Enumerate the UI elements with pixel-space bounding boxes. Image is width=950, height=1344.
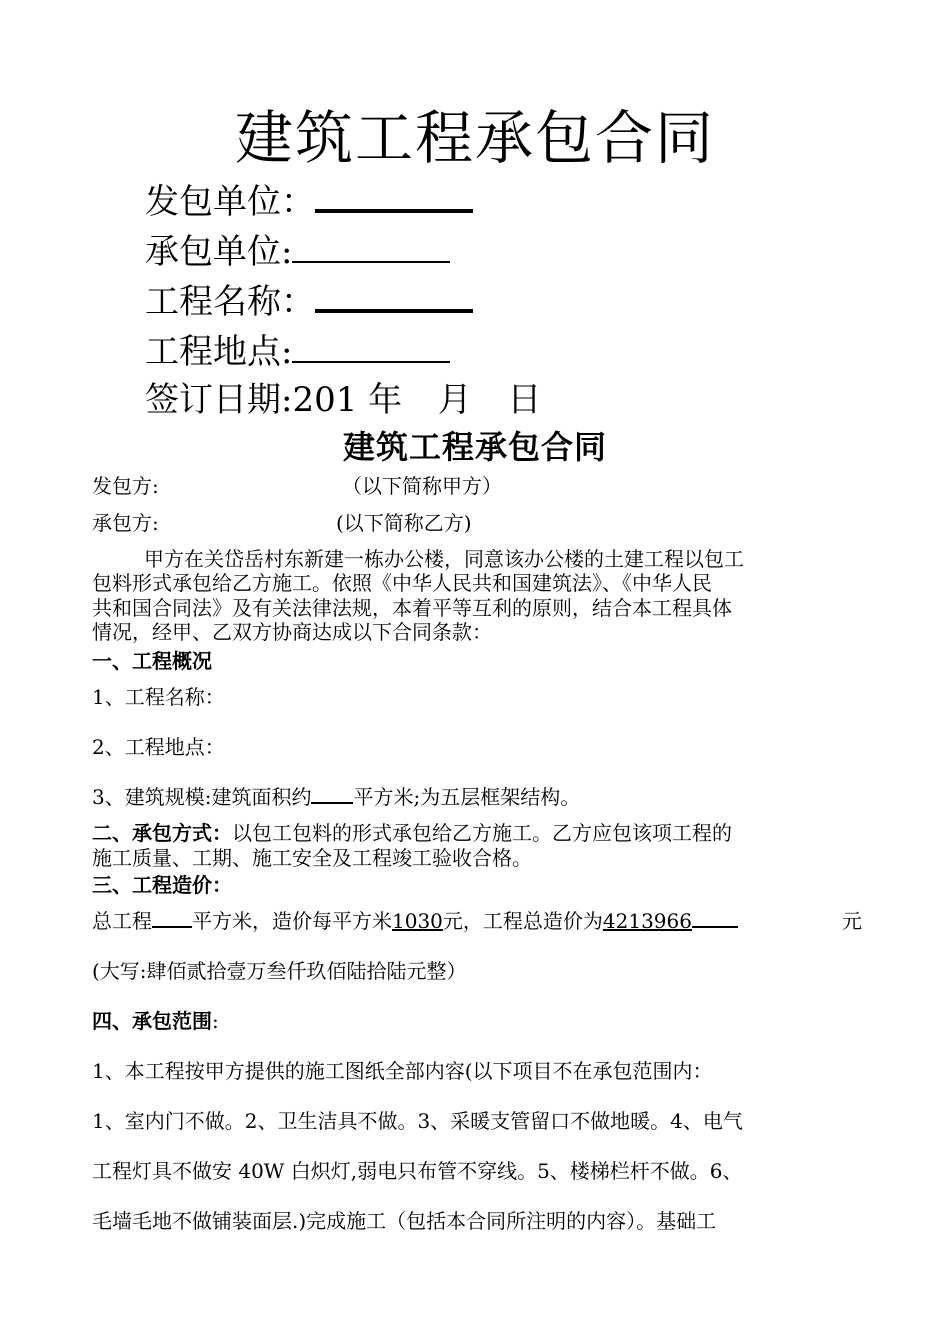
- sign-date-year: 年: [368, 380, 403, 420]
- intro-line-2: 包料形式承包给乙方施工。依照《中华人民共和国建筑法》、《中华人民: [92, 571, 712, 595]
- section-1-heading: 一、工程概况: [92, 649, 212, 673]
- sign-date-month: 月: [437, 380, 472, 420]
- section-1-item-3: 3、建筑规模:建筑面积约 平方米;为五层框架结构。: [92, 785, 581, 809]
- fill-blank: [292, 257, 450, 263]
- fill-blank: [315, 305, 473, 313]
- section-1-item-2: 2、工程地点：: [92, 735, 225, 759]
- fill-blank: [315, 205, 473, 213]
- sign-date-day: 日: [507, 380, 542, 420]
- section-1-item-1: 1、工程名称：: [92, 685, 225, 709]
- party-a-line: [92, 473, 862, 499]
- cover-field-project-name: [145, 278, 473, 326]
- section-3-price-line: 总工程 平方米，造价每平方米1030元，工程总造价为4213966 元: [92, 909, 862, 933]
- total-price: 4213966: [602, 909, 692, 933]
- fill-blank: [692, 908, 738, 928]
- section-4-heading: 四、承包范围: [92, 1009, 212, 1033]
- party-a-label: 发包方:: [92, 474, 159, 498]
- unit-price: 1030: [392, 909, 443, 933]
- cover-field-employer: [145, 178, 473, 226]
- cover-field-contractor: [145, 228, 450, 276]
- party-a-note: （以下简称甲方）: [342, 474, 502, 498]
- party-b-label: 承包方:: [92, 511, 159, 535]
- fill-blank: [152, 908, 192, 928]
- section-3-heading: 三、工程造价：: [92, 873, 232, 897]
- sign-date-label: 签订日期:201: [145, 380, 358, 420]
- section-4-line-3: 工程灯具不做安 40W 白炽灯,弱电只布管不穿线。5、楼梯栏杆不做。6、: [92, 1159, 743, 1183]
- party-b-note: (以下简称乙方): [336, 511, 472, 535]
- cover-field-label: 工程名称：: [145, 282, 315, 322]
- fill-blank: [292, 357, 450, 363]
- cover-field-project-location: [145, 328, 450, 376]
- cover-field-label: 承包单位:: [145, 232, 293, 272]
- currency-unit: 元: [842, 909, 862, 933]
- intro-line-3: 共和国合同法》及有关法律法规，本着平等互利的原则，结合本工程具体: [92, 596, 732, 620]
- section-4-line-4: 毛墙毛地不做铺装面层.)完成施工（包括本合同所注明的内容）。基础工: [92, 1209, 717, 1233]
- contract-title: 建筑工程承包合同: [342, 428, 607, 466]
- cover-title: 建筑工程承包合同: [234, 104, 715, 172]
- section-4-line-1: 1、本工程按甲方提供的施工图纸全部内容(以下项目不在承包范围内：: [92, 1059, 713, 1083]
- section-2-line-1: 二、承包方式：以包工包料的形式承包给乙方施工。乙方应包该项工程的: [92, 821, 732, 845]
- section-3-capital: (大写:肆佰贰拾壹万叁仟玖佰陆拾陆元整）: [92, 959, 467, 983]
- intro-line-4: 情况，经甲、乙双方协商达成以下合同条款：: [92, 620, 492, 644]
- cover-field-label: 发包单位：: [145, 182, 315, 222]
- fill-blank: [311, 784, 353, 804]
- section-4-heading-line: 四、承包范围:: [92, 1009, 219, 1033]
- cover-sign-date: [145, 376, 541, 424]
- section-2-heading: 二、承包方式：: [92, 821, 232, 845]
- section-2-line-2: 施工质量、工期、施工安全及工程竣工验收合格。: [92, 846, 532, 870]
- party-b-line: [92, 510, 862, 536]
- cover-field-label: 工程地点:: [145, 332, 293, 372]
- intro-line-1: 甲方在关岱岳村东新建一栋办公楼，同意该办公楼的土建工程以包工: [144, 547, 744, 571]
- section-4-line-2: 1、室内门不做。2、卫生洁具不做。3、采暖支管留口不做地暖。4、电气: [92, 1109, 743, 1133]
